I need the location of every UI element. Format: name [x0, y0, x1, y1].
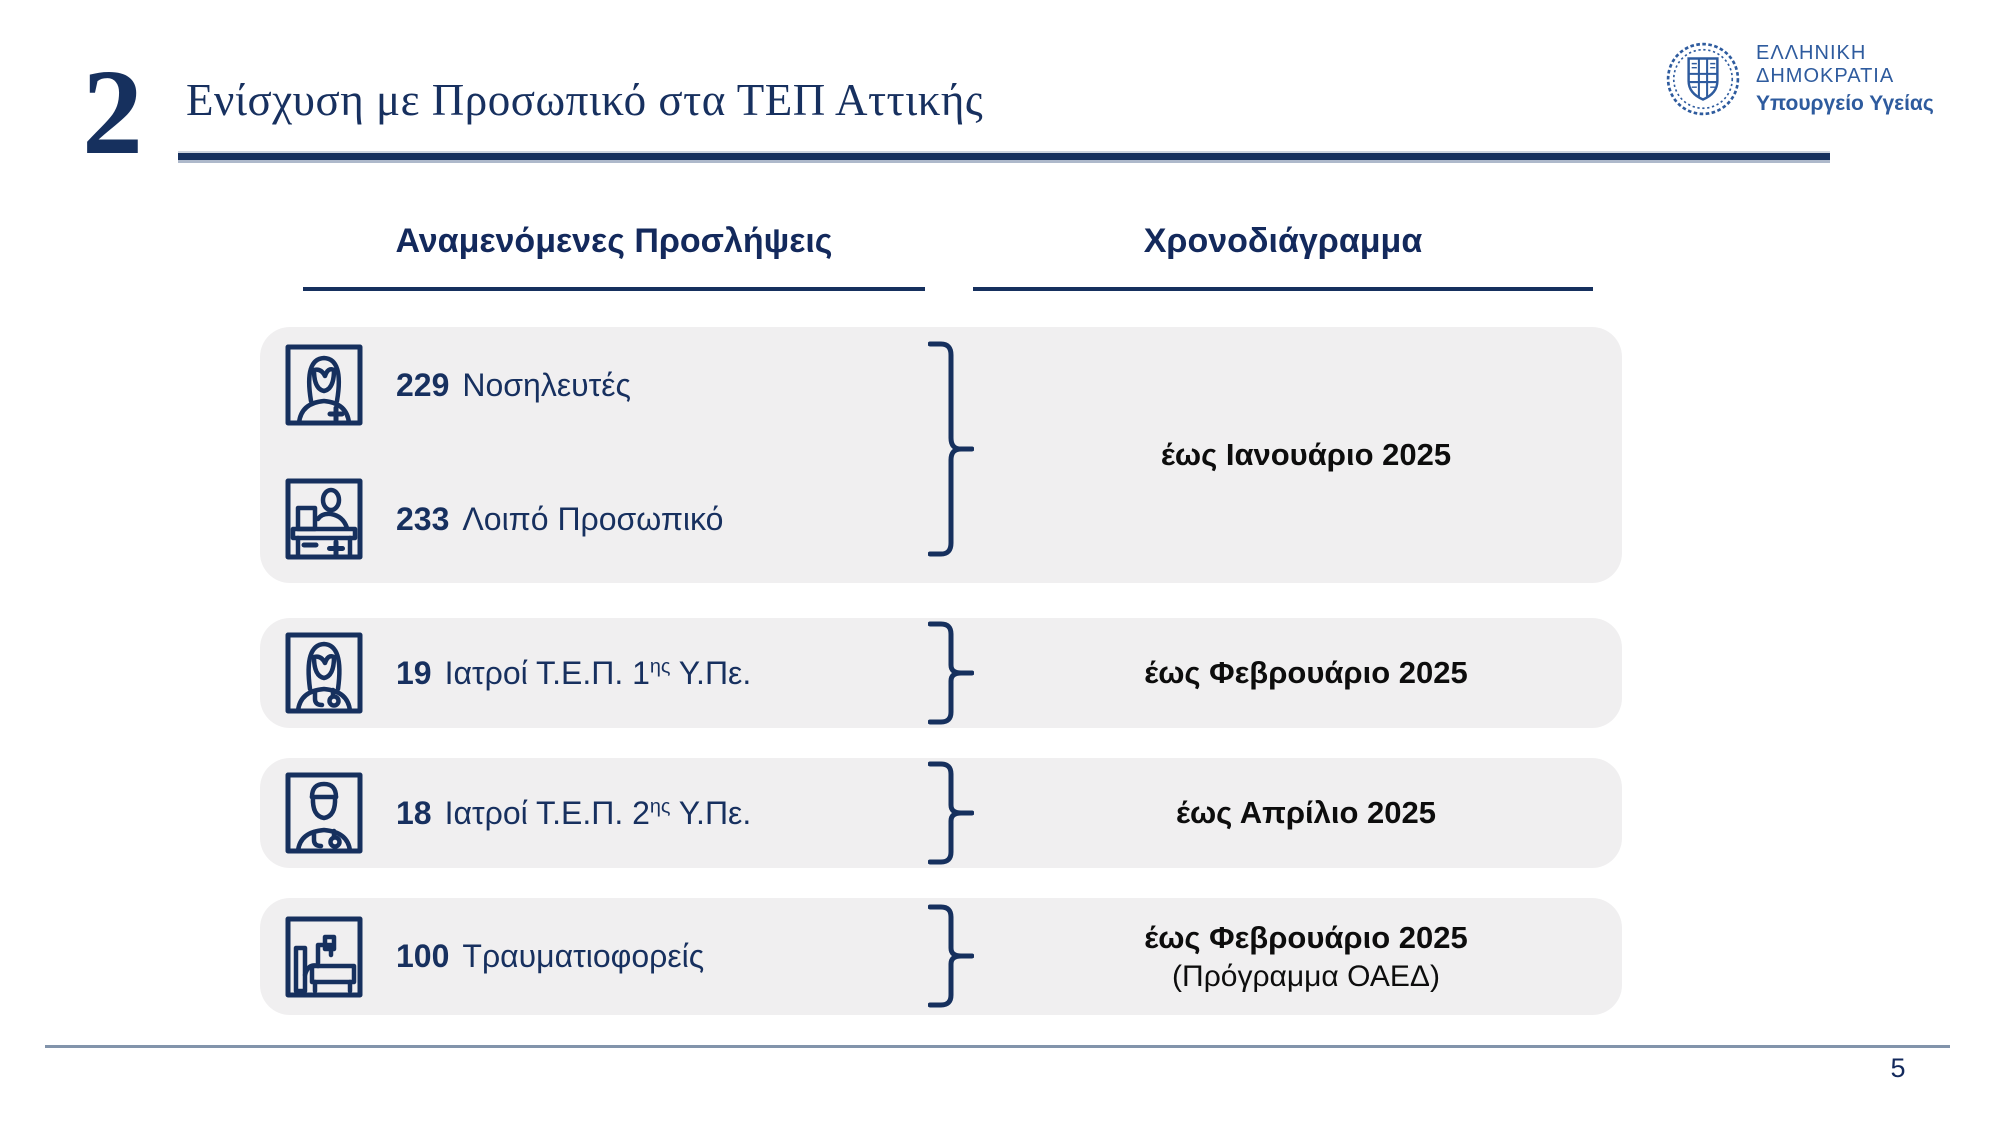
item-title: Λοιπό Προσωπικό	[462, 500, 724, 537]
list-item-nurses	[284, 343, 631, 427]
timeline-cell	[990, 618, 1622, 728]
item-title: Ιατροί Τ.Ε.Π. 2	[444, 794, 650, 831]
item-count: 19	[396, 654, 432, 691]
item-title-superscript: ης	[649, 654, 671, 677]
item-count: 233	[396, 500, 450, 537]
timeline-date: έως Απρίλιο 2025	[1175, 795, 1437, 830]
list-item-doctors-2nd	[284, 771, 751, 855]
list-item-other-staff	[284, 477, 723, 561]
item-title: Ιατροί Τ.Ε.Π. 1	[444, 654, 650, 691]
item-count: 100	[396, 938, 450, 974]
page-title: Ενίσχυση με Προσωπικό στα ΤΕΠ Αττικής	[186, 75, 984, 125]
item-label	[396, 501, 723, 538]
item-label	[396, 938, 704, 975]
timeline-date: έως Φεβρουάριο 2025	[1144, 655, 1468, 690]
row-card-stretcher-bearers	[260, 898, 1622, 1015]
footer-divider	[45, 1045, 1950, 1048]
list-item-stretcher-bearers	[284, 915, 704, 999]
nurse-icon	[284, 343, 364, 427]
greek-republic-emblem-icon	[1664, 40, 1742, 118]
column-underline-right	[973, 287, 1593, 291]
column-underline-left	[303, 287, 925, 291]
column-header-hirings: Αναμενόμενες Προσλήψεις	[395, 222, 833, 260]
item-title: Νοσηλευτές	[462, 366, 631, 403]
row-card-nurses-and-staff	[260, 327, 1622, 583]
title-underline	[178, 153, 1830, 160]
item-count: 229	[396, 366, 450, 403]
timeline-cell	[990, 327, 1622, 583]
row-card-doctors-1st	[260, 618, 1622, 728]
hospital-bed-icon	[284, 915, 364, 999]
item-title-superscript: ης	[649, 794, 671, 817]
timeline-date: έως Ιανουάριο 2025	[1160, 437, 1452, 472]
brace-icon	[928, 761, 974, 865]
male-doctor-icon	[284, 771, 364, 855]
page-number: 5	[1890, 1053, 1906, 1083]
list-item-doctors-1st	[284, 631, 751, 715]
item-label	[396, 367, 631, 404]
row-card-doctors-2nd	[260, 758, 1622, 868]
reception-desk-icon	[284, 477, 364, 561]
timeline-cell	[990, 898, 1622, 1015]
timeline-date: έως Φεβρουάριο 2025	[1144, 919, 1468, 955]
slide-section-number: 2	[82, 45, 143, 180]
item-title: Τραυματιοφορείς	[462, 938, 705, 974]
item-label	[396, 795, 751, 832]
item-label	[396, 655, 751, 692]
item-count: 18	[396, 794, 432, 831]
brace-icon	[928, 904, 974, 1008]
logo-dept-name: Υπουργείο Υγείας	[1756, 92, 1934, 115]
item-title-tail: Υ.Πε.	[670, 654, 752, 691]
column-header-timeline: Χρονοδιάγραμμα	[1143, 222, 1423, 260]
logo-org-name: ΕΛΛΗΝΙΚΗ ΔΗΜΟΚΡΑΤΙΑ	[1756, 42, 1895, 87]
timeline-cell	[990, 758, 1622, 868]
brace-icon	[928, 340, 974, 558]
female-doctor-icon	[284, 631, 364, 715]
item-title-tail: Υ.Πε.	[670, 794, 752, 831]
ministry-logo	[1664, 40, 2000, 118]
brace-icon	[928, 621, 974, 725]
timeline-note: (Πρόγραμμα ΟΑΕΔ)	[1172, 959, 1440, 993]
